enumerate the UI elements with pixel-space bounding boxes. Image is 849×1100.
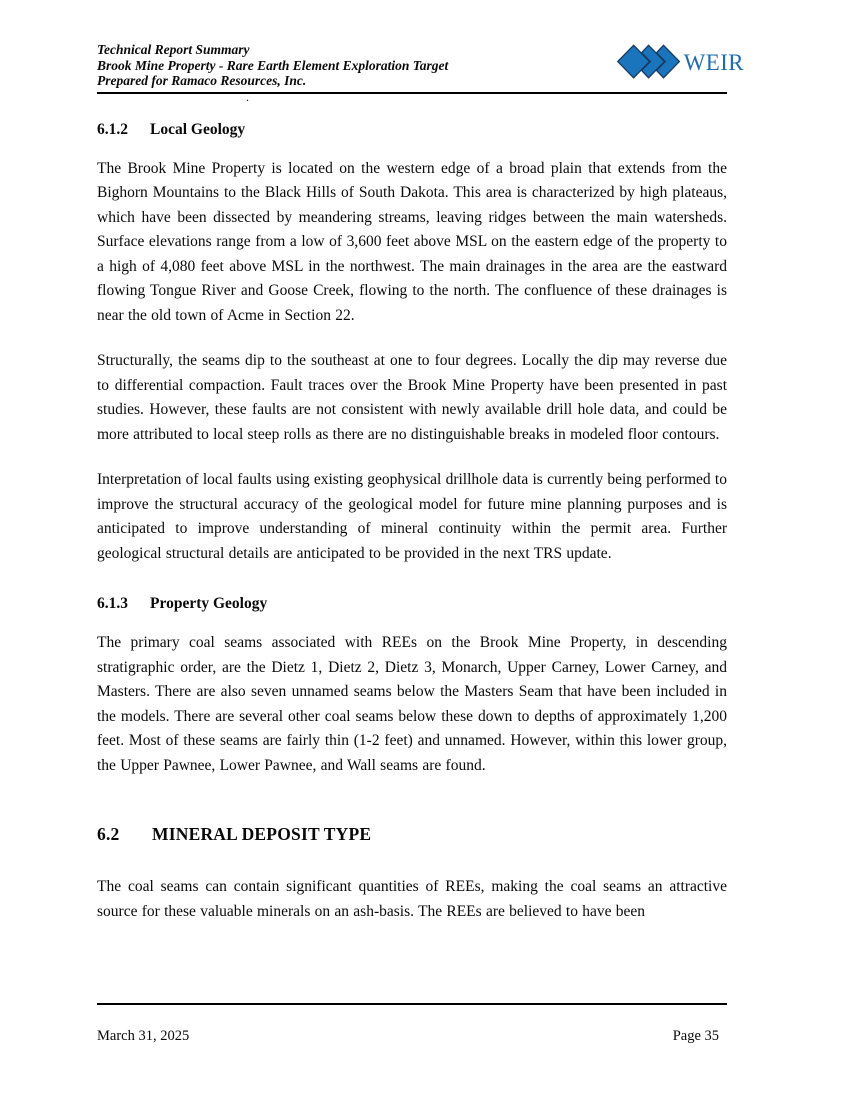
section-heading-mineral-deposit-type xyxy=(97,822,727,846)
footer-page-number: Page 35 xyxy=(672,1028,719,1044)
section-title: MINERAL DEPOSIT TYPE xyxy=(152,824,372,844)
paragraph: The primary coal seams associated with REEs on the Brook Mine Property, in descending stratigraphic order, are the Dietz 1, Dietz 2, Dietz 3, Monarch, Upper Carney, Lower Carney, and Masters. There are also seven unnamed seams below the Masters Seam that have been included in the models. There are several other coal seams below these down to depths of approximately 1,200 feet. Most of these seams are fairly thin (1-2 feet) and unnamed. However, within this lower group, the Upper Pawnee, Lower Pawnee, and Wall seams are found. xyxy=(97,634,727,774)
section-title: Property Geology xyxy=(150,595,268,612)
paragraph: The Brook Mine Property is located on the western edge of a broad plain that extends from the Bighorn Mountains to the Black Hills of South Dakota. This area is characterized by high plateaus, which have been dissected by meandering streams, leaving ridges between the main watersheds. Surface elevations range from a low of 3,600 feet above MSL on the eastern edge of the property to a high of 4,080 feet above MSL in the northwest. The main drainages in the area are the eastward flowing Tongue River and Goose Creek, flowing to the north. The confluence of these drainages is near the old town of Acme in Section 22. xyxy=(97,159,727,324)
weir-logo-icon xyxy=(616,42,748,82)
logo-wordmark: WEIR xyxy=(683,49,744,75)
section-title: Local Geology xyxy=(150,120,246,138)
paragraph: Interpretation of local faults using existing geophysical drillhole data is currently being performed to improve the structural accuracy of the geological model for future mine planning purposes and is anticipated to improve understanding of mineral continuity within the permit area. Further geological structural details are anticipated to be provided in the next TRS update. xyxy=(97,471,727,562)
header-report-type: Technical Report Summary xyxy=(97,42,250,57)
stray-mark: . xyxy=(246,90,249,104)
section-number: 6.2 xyxy=(97,824,120,844)
header-report-title: Brook Mine Property - Rare Earth Element Exploration Target xyxy=(97,57,449,73)
header-prepared-for: Prepared for Ramaco Resources, Inc. xyxy=(97,73,307,88)
footer-block xyxy=(97,1028,719,1045)
header-divider xyxy=(97,92,727,94)
paragraph: The coal seams can contain significant quantities of REEs, making the coal seams an attractive source for these valuable minerals on an ash-basis. The REEs are believed to have been xyxy=(97,878,727,920)
section-number: 6.1.2 xyxy=(97,120,128,138)
section-heading-local-geology xyxy=(97,119,727,140)
footer-divider xyxy=(97,1003,727,1005)
footer-date: March 31, 2025 xyxy=(97,1028,190,1044)
section-heading-property-geology xyxy=(97,593,727,614)
paragraph: Structurally, the seams dip to the southeast at one to four degrees. Locally the dip may reverse due to differential compaction. Fault traces over the Brook Mine Property have been presented in past studies. However, these faults are not consistent with newly available drill hole data, and could be more attributed to local steep rolls as there are no distinguishable breaks in modeled floor contours. xyxy=(97,352,727,443)
section-number: 6.1.3 xyxy=(97,595,128,612)
weir-logo xyxy=(616,42,748,82)
